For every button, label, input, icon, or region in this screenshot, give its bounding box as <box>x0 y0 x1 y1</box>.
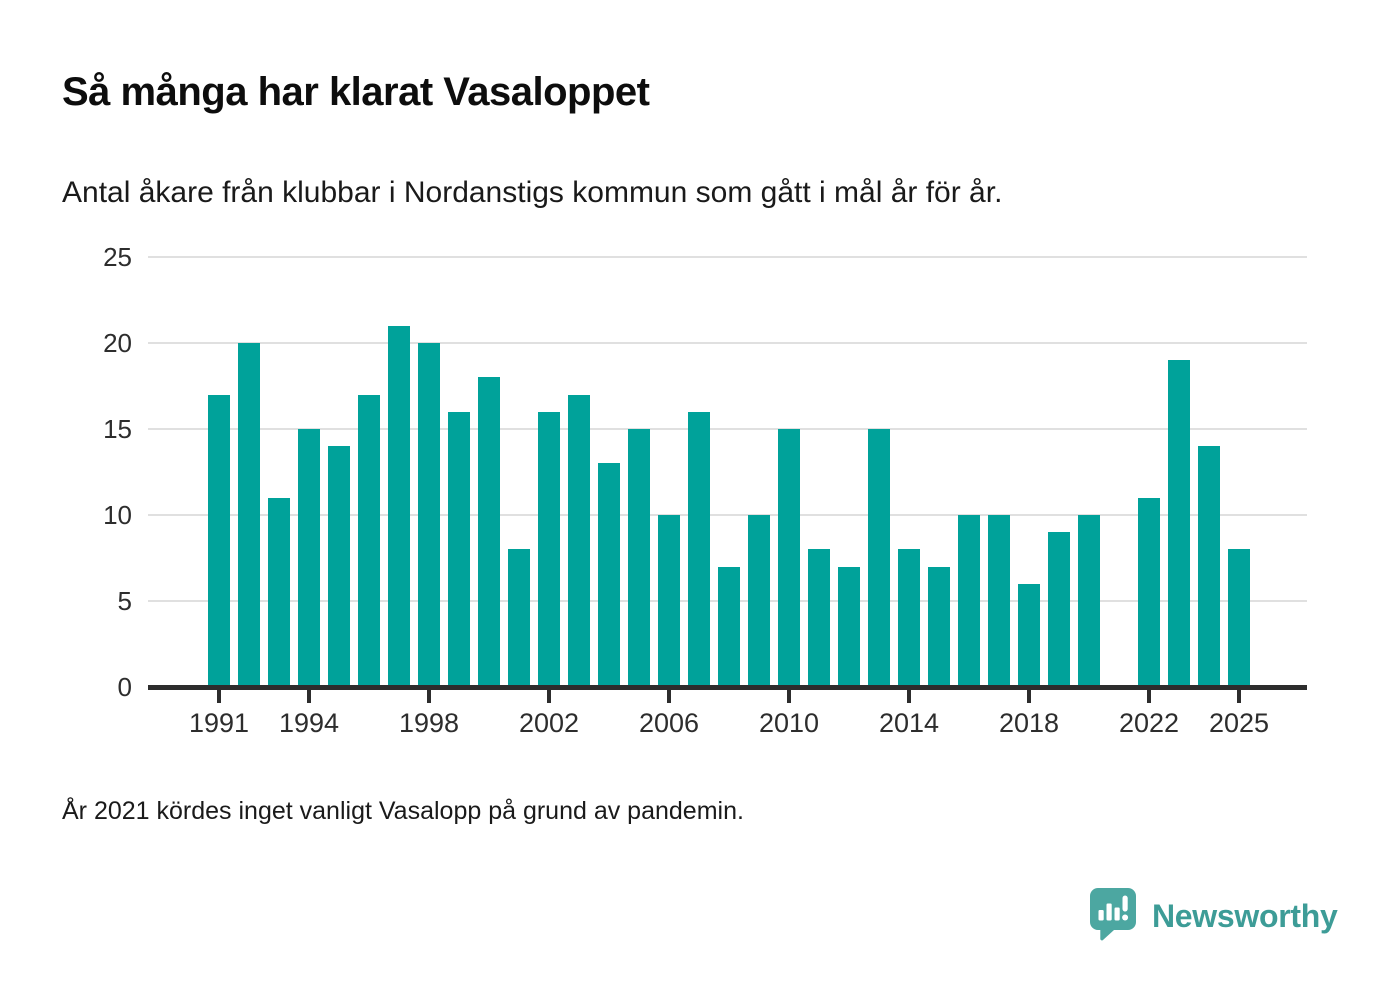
bar-2004 <box>598 463 620 687</box>
newsworthy-speech-bubble-bar-chart-icon <box>1088 886 1138 947</box>
x-tick-label-1991: 1991 <box>188 708 250 738</box>
bar-2012 <box>838 567 860 687</box>
bar-2023 <box>1168 360 1190 687</box>
chart-footnote: År 2021 kördes inget vanligt Vasalopp på grund av pandemin. <box>62 797 744 825</box>
x-tick-label-2002: 2002 <box>518 708 580 738</box>
bar-1994 <box>298 429 320 687</box>
bar-2025 <box>1228 549 1250 687</box>
bar-2020 <box>1078 515 1100 687</box>
x-tick-label-2010: 2010 <box>758 708 820 738</box>
x-tick-label-2014: 2014 <box>878 708 940 738</box>
x-tick-label-2018: 2018 <box>998 708 1060 738</box>
x-tick-label-2025: 2025 <box>1208 708 1270 738</box>
x-tick-2010 <box>787 690 791 703</box>
bar-2000 <box>478 377 500 687</box>
bar-2008 <box>718 567 740 687</box>
brand-logo <box>1088 886 1338 947</box>
x-tick-1998 <box>427 690 431 703</box>
bar-2015 <box>928 567 950 687</box>
bar-1997 <box>388 326 410 687</box>
bar-2013 <box>868 429 890 687</box>
bar-2006 <box>658 515 680 687</box>
x-tick-2025 <box>1237 690 1241 703</box>
x-tick-label-2022: 2022 <box>1118 708 1180 738</box>
x-tick-label-1998: 1998 <box>398 708 460 738</box>
y-tick-label-5: 5 <box>117 586 132 616</box>
bar-1991 <box>208 395 230 687</box>
gridline-20 <box>148 342 1307 344</box>
bar-1992 <box>238 343 260 687</box>
bar-2014 <box>898 549 920 687</box>
bar-2001 <box>508 549 530 687</box>
x-tick-2006 <box>667 690 671 703</box>
gridline-10 <box>148 514 1307 516</box>
bar-2010 <box>778 429 800 687</box>
bar-2005 <box>628 429 650 687</box>
y-tick-label-20: 20 <box>103 328 132 358</box>
y-tick-label-0: 0 <box>117 672 132 702</box>
x-tick-2014 <box>907 690 911 703</box>
bar-2009 <box>748 515 770 687</box>
bar-2016 <box>958 515 980 687</box>
bar-1993 <box>268 498 290 687</box>
bar-2019 <box>1048 532 1070 687</box>
bar-1996 <box>358 395 380 687</box>
bar-2007 <box>688 412 710 687</box>
y-tick-label-10: 10 <box>103 500 132 530</box>
bar-1998 <box>418 343 440 687</box>
bar-2022 <box>1138 498 1160 687</box>
chart-subtitle: Antal åkare från klubbar i Nordanstigs kommun som gått i mål år för år. <box>62 176 1003 209</box>
y-tick-label-25: 25 <box>103 242 132 272</box>
x-tick-label-1994: 1994 <box>278 708 340 738</box>
gridline-15 <box>148 428 1307 430</box>
x-tick-2018 <box>1027 690 1031 703</box>
page-title: Så många har klarat Vasaloppet <box>62 70 650 114</box>
x-tick-2002 <box>547 690 551 703</box>
bar-2017 <box>988 515 1010 687</box>
bar-1999 <box>448 412 470 687</box>
x-tick-label-2006: 2006 <box>638 708 700 738</box>
bar-2003 <box>568 395 590 687</box>
gridline-25 <box>148 256 1307 258</box>
x-tick-2022 <box>1147 690 1151 703</box>
x-axis-line <box>148 685 1307 690</box>
bar-2018 <box>1018 584 1040 687</box>
bar-2011 <box>808 549 830 687</box>
y-tick-label-15: 15 <box>103 414 132 444</box>
bar-2024 <box>1198 446 1220 687</box>
bar-2002 <box>538 412 560 687</box>
bar-1995 <box>328 446 350 687</box>
x-tick-1991 <box>217 690 221 703</box>
x-tick-1994 <box>307 690 311 703</box>
brand-name: Newsworthy <box>1152 898 1338 934</box>
